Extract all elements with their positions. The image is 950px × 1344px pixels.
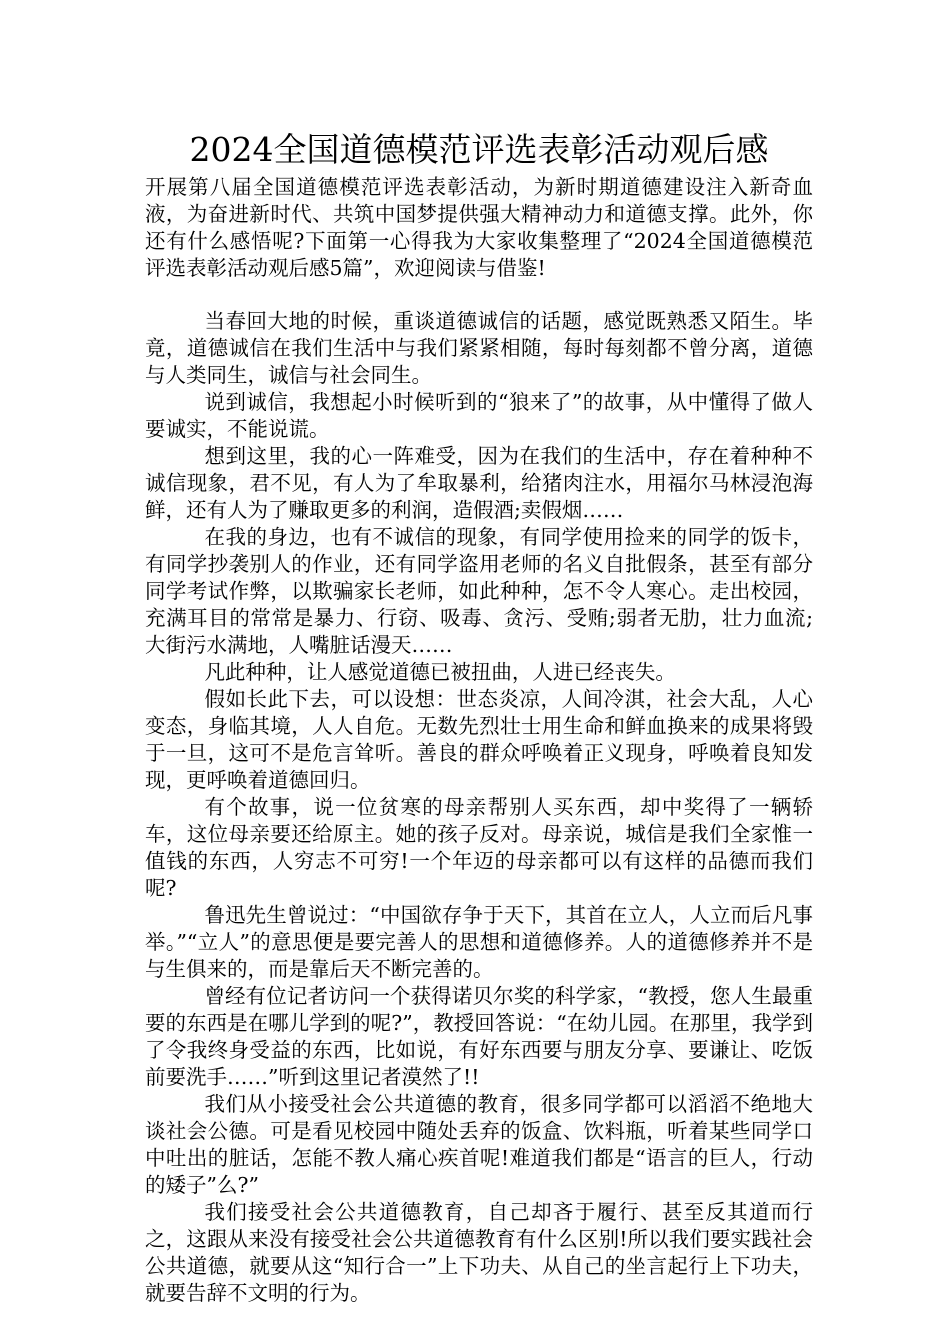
body-paragraph: 我们接受社会公共道德教育，自己却吝于履行、甚至反其道而行之，这跟从来没有接受社会公共道德教育有什么区别!所以我们要实践社会公共道德，就要从这“知行合一”上下功夫、从自己的坐言起行上下功夫，就要告辞不文明的行为。: [145, 1200, 813, 1305]
body-paragraph: 说到诚信，我想起小时候听到的“狼来了”的故事，从中懂得了做人要诚实，不能说谎。: [145, 390, 813, 441]
body-paragraph: 鲁迅先生曾说过：“中国欲存争于天下，其首在立人，人立而后凡事举。”“立人”的意思便是要完善人的思想和道德修养。人的道德修养并不是与生俱来的，而是靠后天不断完善的。: [145, 903, 813, 981]
body-paragraph: 曾经有位记者访问一个获得诺贝尔奖的科学家，“教授，您人生最重要的东西是在哪儿学到的呢?”，教授回答说：“在幼儿园。在那里，我学到了令我终身受益的东西，比如说，有好东西要与朋友分享、要谦让、吃饭前要洗手……”听到这里记者漠然了!!: [145, 984, 813, 1089]
document-page: [145, 126, 813, 1307]
body-paragraph: 想到这里，我的心一阵难受，因为在我们的生活中，存在着种种不诚信现象，君不见，有人为了牟取暴利，给猪肉注水，用福尔马林浸泡海鲜，还有人为了赚取更多的利润，造假酒;卖假烟……: [145, 444, 813, 522]
document-title: 2024全国道德模范评选表彰活动观后感: [189, 130, 769, 169]
body-paragraph: 我们从小接受社会公共道德的教育，很多同学都可以滔滔不绝地大谈社会公德。可是看见校园中随处丢弃的饭盒、饮料瓶，听着某些同学口中吐出的脏话，怎能不教人痛心疾首呢!难道我们都是“语言的巨人，行动的矮子”么?”: [145, 1092, 813, 1197]
body-paragraph: 凡此种种，让人感觉道德已被扭曲，人进已经丧失。: [204, 660, 676, 684]
body-paragraph: 有个故事，说一位贫寒的母亲帮别人买东西，却中奖得了一辆轿车，这位母亲要还给原主。她的孩子反对。母亲说，城信是我们全家惟一值钱的东西，人穷志不可穷!一个年迈的母亲都可以有这样的品德而我们呢?: [145, 795, 813, 900]
body-paragraph: 在我的身边，也有不诚信的现象，有同学使用捡来的同学的饭卡，有同学抄袭别人的作业，还有同学盗用老师的名义自批假条，甚至有部分同学考试作弊，以欺骗家长老师，如此种种，怎不令人寒心。走出校园，充满耳目的常常是暴力、行窃、吸毒、贪污、受贿;弱者无肋，壮力血流;大街污水满地，人嘴脏话漫天……: [145, 525, 813, 657]
document-body: [145, 308, 813, 1307]
intro-paragraph: 开展第八届全国道德模范评选表彰活动，为新时期道德建设注入新奇血液，为奋进新时代、共筑中国梦提供强大精神动力和道德支撑。此外，你还有什么感悟呢?下面第一心得我为大家收集整理了“2024全国道德模范评选表彰活动观后感5篇”，欢迎阅读与借鉴!: [145, 175, 813, 280]
body-paragraph: 当春回大地的时候，重谈道德诚信的话题，感觉既熟悉又陌生。毕竟，道德诚信在我们生活中与我们紧紧相随，每时每刻都不曾分离，道德与人类同生，诚信与社会同生。: [145, 309, 813, 387]
body-paragraph: 假如长此下去，可以设想：世态炎凉，人间冷淇，社会大乱，人心变态，身临其境，人人自危。无数先烈壮士用生命和鲜血换来的成果将毁于一旦，这可不是危言耸听。善良的群众呼唤着正义现身，呼唤着良知发现，更呼唤着道德回归。: [145, 687, 813, 792]
